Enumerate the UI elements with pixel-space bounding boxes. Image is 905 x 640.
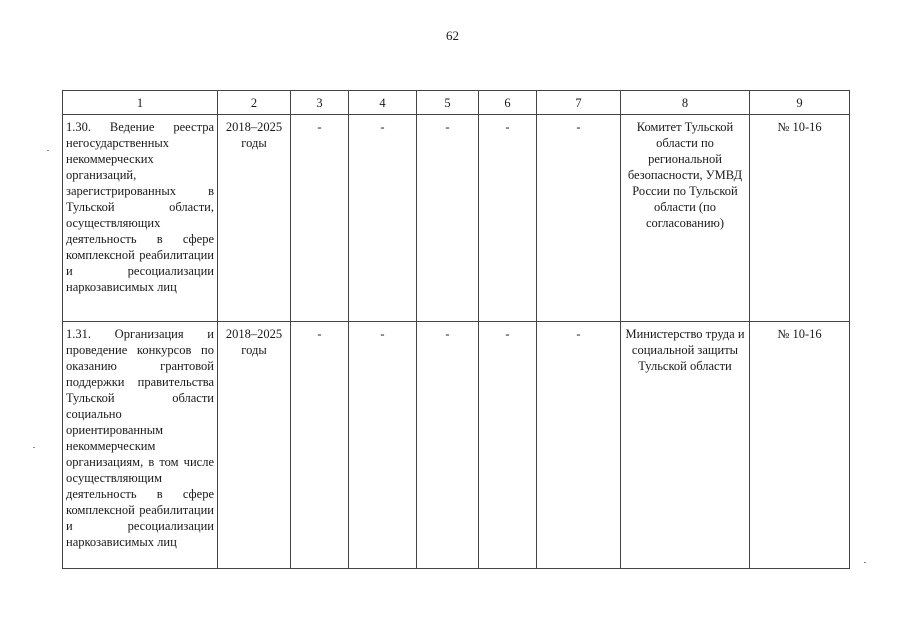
cell-value: -: [417, 322, 479, 569]
cell-value: -: [291, 322, 349, 569]
column-header: 4: [349, 91, 417, 115]
cell-value: -: [479, 322, 537, 569]
column-header: 5: [417, 91, 479, 115]
scan-speck: [47, 150, 49, 151]
column-header: 6: [479, 91, 537, 115]
cell-value: -: [291, 115, 349, 322]
column-header: 7: [537, 91, 621, 115]
cell-value: -: [349, 115, 417, 322]
column-header: 8: [621, 91, 750, 115]
scan-speck: [864, 562, 866, 563]
measure-reference: № 10-16: [750, 115, 850, 322]
scan-speck: [33, 447, 35, 448]
measure-description: 1.31. Организация и проведение конкурсов по оказанию грантовой поддержки правительства Тульской области социально ориентированным некоммерческим организациям, в том числе осуществляющим деятельность в сфере комплексной реабилитации и ресоциализации наркозависимых лиц: [63, 322, 218, 569]
cell-value: -: [479, 115, 537, 322]
column-header: 3: [291, 91, 349, 115]
table-row: [63, 322, 850, 569]
measure-description: 1.30. Ведение реестра негосударственных некоммерческих организаций, зарегистрированных в Тульской области, осуществляющих деятельность в сфере комплексной реабилитации и ресоциализации наркозависимых лиц: [63, 115, 218, 322]
table-row: [63, 115, 850, 322]
measures-table: [62, 90, 850, 569]
header-row: [63, 91, 850, 115]
cell-value: -: [417, 115, 479, 322]
cell-value: -: [349, 322, 417, 569]
cell-value: -: [537, 322, 621, 569]
column-header: 9: [750, 91, 850, 115]
measure-reference: № 10-16: [750, 322, 850, 569]
measure-period: 2018–2025 годы: [218, 115, 291, 322]
measure-period: 2018–2025 годы: [218, 322, 291, 569]
page-number: 62: [446, 28, 459, 43]
cell-value: -: [537, 115, 621, 322]
column-header: 1: [63, 91, 218, 115]
measure-executor: Министерство труда и социальной защиты Тульской области: [621, 322, 750, 569]
column-header: 2: [218, 91, 291, 115]
measure-executor: Комитет Тульской области по региональной безопасности, УМВД России по Тульской области (по согласованию): [621, 115, 750, 322]
